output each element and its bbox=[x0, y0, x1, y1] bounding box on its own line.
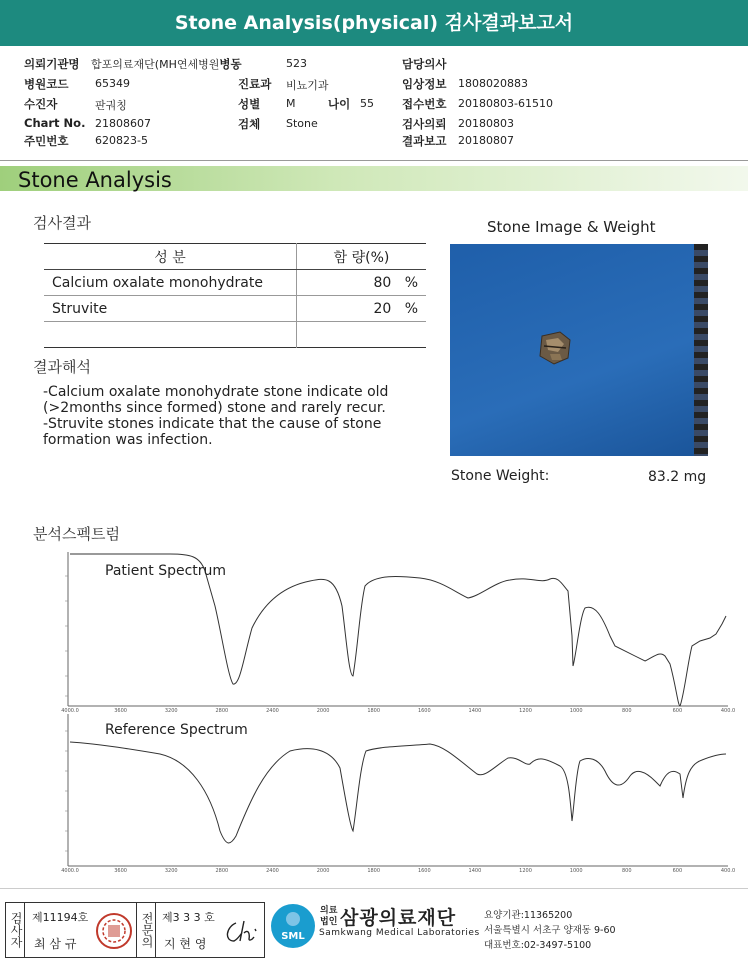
seal-stamp bbox=[94, 911, 134, 951]
interpretation-heading: 결과해석 bbox=[33, 358, 91, 376]
x-tick-label: 2800 bbox=[215, 708, 229, 714]
department-label: 진료과 bbox=[238, 77, 272, 91]
clinical-info-label: 임상정보 bbox=[402, 77, 447, 91]
specimen-value: Stone bbox=[286, 117, 318, 130]
ward-label: 병동 bbox=[219, 57, 242, 71]
exam-name: 최 삼 규 bbox=[34, 937, 77, 951]
collector-value: 판궈칭 bbox=[95, 99, 127, 112]
report-title: Stone Analysis(physical) 검사결과보고서 bbox=[0, 0, 748, 46]
result-table bbox=[44, 243, 426, 348]
request-value: 20180803 bbox=[458, 117, 514, 130]
exam-label: 검사자 bbox=[6, 903, 25, 957]
id-no-value: 620823-5 bbox=[95, 134, 148, 147]
spectrum-chart bbox=[40, 546, 740, 876]
x-tick-label: 4000.0 bbox=[61, 868, 79, 874]
org-english: Samkwang Medical Laboratories bbox=[319, 928, 480, 938]
x-tick-label: 1800 bbox=[367, 868, 381, 874]
col-component-header: 성 분 bbox=[44, 244, 297, 270]
x-tick-label: 1400 bbox=[468, 708, 482, 714]
x-tick-label: 800 bbox=[621, 708, 632, 714]
table-row bbox=[44, 296, 426, 322]
report-date-value: 20180807 bbox=[458, 134, 514, 147]
org-name: 삼광의료재단 bbox=[340, 907, 457, 929]
clinical-info-value: 1808020883 bbox=[458, 77, 528, 90]
specialist-license: 제3 3 3 호 bbox=[162, 911, 215, 924]
x-tick-label: 800 bbox=[621, 868, 632, 874]
stone-weight-label: Stone Weight: bbox=[451, 468, 550, 484]
table-row bbox=[44, 322, 426, 348]
address: 서울특별시 서초구 양재동 9-60 bbox=[484, 925, 616, 936]
institution-value: 합포의료재단(MH연세병원 bbox=[91, 58, 220, 71]
x-tick-label: 1000 bbox=[569, 868, 583, 874]
signature-box bbox=[5, 902, 265, 958]
x-tick-label: 1600 bbox=[417, 868, 431, 874]
hospital-code-label: 병원코드 bbox=[24, 77, 69, 91]
ward-value: 523 bbox=[286, 57, 307, 70]
report-date-label: 결과보고 bbox=[402, 134, 447, 148]
result-heading: 검사결과 bbox=[33, 214, 91, 232]
interpretation-line: formation was infection. bbox=[43, 432, 213, 448]
department-value: 비뇨기과 bbox=[286, 79, 329, 92]
collector-label: 수진자 bbox=[24, 97, 58, 111]
id-no-label: 주민번호 bbox=[24, 134, 69, 148]
stone-image-heading: Stone Image & Weight bbox=[487, 218, 656, 236]
empty-cell bbox=[297, 322, 427, 348]
x-tick-label: 1600 bbox=[417, 708, 431, 714]
patient-spectrum-label: Patient Spectrum bbox=[105, 563, 227, 579]
stone-image bbox=[536, 330, 576, 366]
divider bbox=[0, 160, 748, 161]
reference-spectrum-line bbox=[70, 742, 726, 843]
x-tick-label: 2000 bbox=[316, 868, 330, 874]
stone-weight-value: 83.2 mg bbox=[648, 469, 707, 485]
phone: 대표번호:02-3497-5100 bbox=[484, 940, 592, 951]
care-no: 요양기관:11365200 bbox=[484, 910, 573, 921]
empty-cell bbox=[44, 322, 297, 348]
receipt-no-value: 20180803-61510 bbox=[458, 97, 553, 110]
x-tick-label: 4000.0 bbox=[61, 708, 79, 714]
exam-license: 제11194호 bbox=[32, 911, 89, 924]
age-value: 55 bbox=[360, 97, 374, 110]
age-label: 나이 bbox=[328, 97, 351, 111]
x-tick-label: 600 bbox=[672, 708, 683, 714]
component-cell: Calcium oxalate monohydrate bbox=[44, 270, 297, 296]
reference-x-ticks bbox=[61, 868, 735, 874]
percent-cell: 80 % bbox=[373, 274, 418, 291]
stone-photo bbox=[450, 244, 708, 456]
org-prefix: 의료법인 bbox=[320, 906, 338, 927]
component-cell: Struvite bbox=[44, 296, 297, 322]
x-tick-label: 1400 bbox=[468, 868, 482, 874]
col-content-header: 함 량(%) bbox=[297, 244, 427, 270]
x-tick-label: 3600 bbox=[114, 868, 127, 874]
x-tick-label: 2400 bbox=[266, 708, 279, 714]
x-tick-label: 2000 bbox=[316, 708, 330, 714]
patient-x-ticks bbox=[61, 708, 735, 714]
x-tick-label: 400.0 bbox=[720, 708, 736, 714]
receipt-no-label: 접수번호 bbox=[402, 97, 447, 111]
physician-label: 담당의사 bbox=[402, 57, 447, 71]
spectrum-heading: 분석스펙트럼 bbox=[33, 525, 120, 543]
table-row bbox=[44, 270, 426, 296]
institution-row bbox=[24, 56, 242, 72]
x-tick-label: 2400 bbox=[266, 868, 279, 874]
photo-edge bbox=[694, 244, 708, 456]
x-tick-label: 1000 bbox=[569, 708, 583, 714]
sex-value: M bbox=[286, 97, 296, 110]
section-title: Stone Analysis bbox=[18, 168, 172, 192]
interpretation-line: -Struvite stones indicate that the cause of stone bbox=[43, 416, 382, 432]
interpretation-line: (>2months since formed) stone and rarely recur. bbox=[43, 400, 386, 416]
logo-text: SML bbox=[281, 931, 305, 942]
x-tick-label: 3600 bbox=[114, 708, 127, 714]
chart-no-value: 21808607 bbox=[95, 117, 151, 130]
x-tick-label: 400.0 bbox=[720, 868, 736, 874]
footer-divider bbox=[0, 888, 748, 889]
interpretation-line: -Calcium oxalate monohydrate stone indicate old bbox=[43, 384, 389, 400]
signature bbox=[222, 915, 260, 947]
x-tick-label: 3200 bbox=[164, 868, 178, 874]
x-tick-label: 2800 bbox=[215, 868, 229, 874]
specimen-label: 검체 bbox=[238, 117, 261, 131]
specialist-label: 전문의 bbox=[136, 903, 156, 957]
percent-cell: 20 % bbox=[373, 300, 418, 317]
hospital-code-value: 65349 bbox=[95, 77, 130, 90]
institution-label: 의뢰기관명 bbox=[24, 57, 80, 71]
specialist-name: 지 현 영 bbox=[164, 937, 207, 951]
sex-label: 성별 bbox=[238, 97, 261, 111]
x-tick-label: 1200 bbox=[519, 868, 532, 874]
x-tick-label: 1800 bbox=[367, 708, 381, 714]
chart-no-label: Chart No. bbox=[24, 116, 86, 130]
result-table-wrap bbox=[44, 243, 426, 348]
x-tick-label: 1200 bbox=[519, 708, 532, 714]
x-tick-label: 600 bbox=[672, 868, 683, 874]
x-tick-label: 3200 bbox=[164, 708, 178, 714]
request-label: 검사의뢰 bbox=[402, 117, 447, 131]
reference-spectrum-label: Reference Spectrum bbox=[105, 722, 248, 738]
sml-logo bbox=[270, 903, 316, 949]
